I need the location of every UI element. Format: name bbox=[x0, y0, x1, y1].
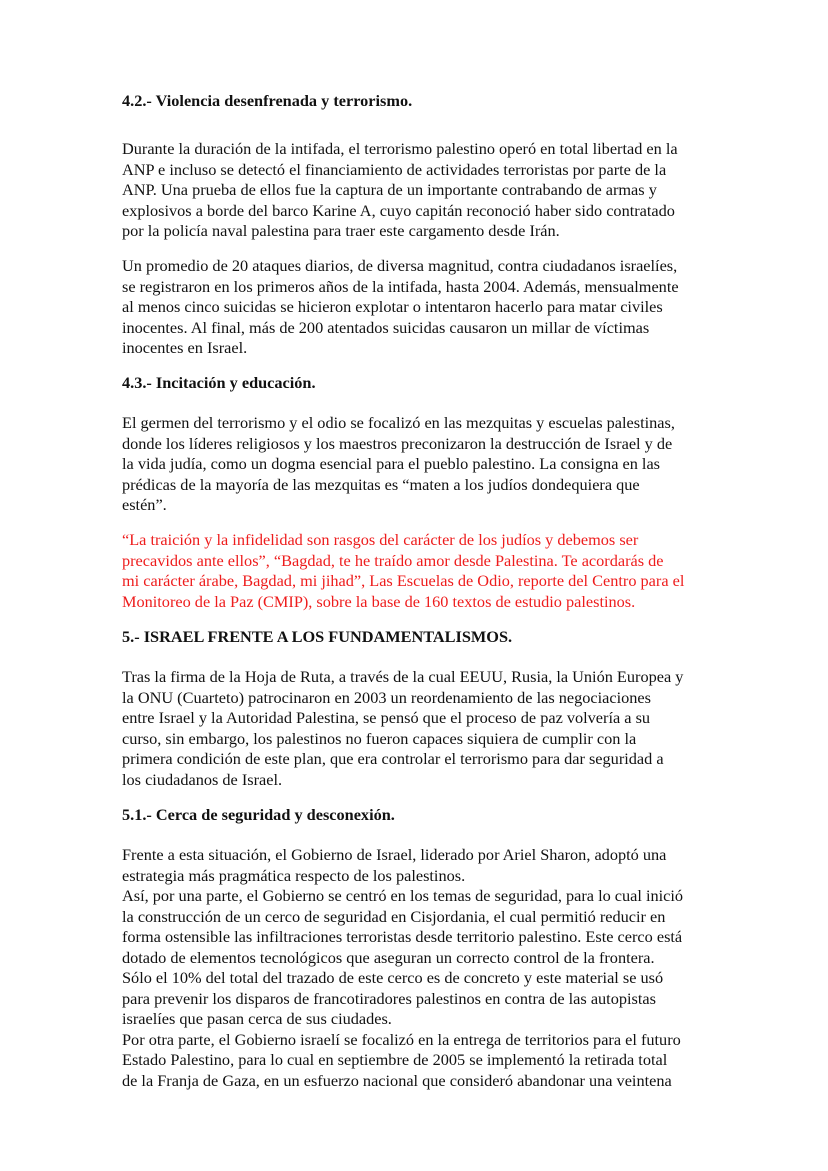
paragraph bbox=[122, 256, 679, 359]
text-line: Sólo el 10% del total del trazado de este cerco es de concreto y este material se usó bbox=[122, 968, 664, 987]
text-line: 4.3.- Incitación y educación. bbox=[122, 373, 316, 392]
text-line: estrategia más pragmática respecto de los palestinos. bbox=[122, 865, 466, 885]
paragraph bbox=[122, 413, 675, 516]
text-line: para prevenir los disparos de francotiradores palestinos en contra de las autopistas bbox=[122, 988, 656, 1008]
text-line: forma ostensible las infiltraciones terroristas desde territorio palestino. Este cerco está bbox=[122, 927, 683, 946]
text-line: primera condición de este plan, que era controlar el terrorismo para dar seguridad a bbox=[122, 749, 664, 768]
text-line: de la Franja de Gaza, en un esfuerzo nacional que consideró abandonar una veintena bbox=[122, 1070, 672, 1090]
text-line: precavidos ante ellos”, “Bagdad, te he traído amor desde Palestina. Te acordarás de bbox=[122, 550, 664, 570]
section-heading bbox=[122, 91, 412, 112]
text-line: dotado de elementos tecnológicos que aseguran un correcto control de la frontera. bbox=[122, 947, 655, 967]
text-line: Tras la firma de la Hoja de Ruta, a través de la cual EEUU, Rusia, la Unión Europea y bbox=[122, 667, 684, 686]
section-heading bbox=[122, 373, 316, 394]
text-line: Por otra parte, el Gobierno israelí se focalizó en la entrega de territorios para el futuro bbox=[122, 1029, 681, 1049]
text-line: “La traición y la infidelidad son rasgos del carácter de los judíos y debemos ser bbox=[122, 530, 639, 549]
text-line: la vida judía, como un dogma esencial para el pueblo palestino. La consigna en las bbox=[122, 454, 661, 473]
text-line: los ciudadanos de Israel. bbox=[122, 769, 283, 789]
paragraph bbox=[122, 139, 678, 242]
text-line: Durante la duración de la intifada, el terrorismo palestino operó en total libertad en la bbox=[122, 139, 678, 158]
text-line: 4.2.- Violencia desenfrenada y terrorismo. bbox=[122, 91, 413, 110]
text-line: Frente a esta situación, el Gobierno de Israel, liderado por Ariel Sharon, adoptó una bbox=[122, 845, 667, 864]
text-line: donde los líderes religiosos y los maestros preconizaron la destrucción de Israel y de bbox=[122, 433, 673, 453]
text-line: estén”. bbox=[122, 495, 167, 514]
text-line: la construcción de un cerco de seguridad en Cisjordania, el cual permitió reducir en bbox=[122, 906, 666, 926]
text-line: Monitoreo de la Paz (CMIP), sobre la base de 160 textos de estudio palestinos. bbox=[122, 591, 636, 611]
text-line: ANP. Una prueba de ellos fue la captura de un importante contrabando de armas y bbox=[122, 180, 657, 199]
text-line: El germen del terrorismo y el odio se focalizó en las mezquitas y escuelas palestinas, bbox=[122, 413, 675, 432]
text-line: explosivos a borde del barco Karine A, cuyo capitán reconoció haber sido contratado bbox=[122, 200, 675, 220]
text-line: por la policía naval palestina para traer este cargamento desde Irán. bbox=[122, 221, 560, 240]
text-line: la ONU (Cuarteto) patrocinaron en 2003 un reordenamiento de las negociaciones bbox=[122, 687, 651, 707]
text-line: Así, por una parte, el Gobierno se centró en los temas de seguridad, para lo cual inició bbox=[122, 886, 684, 905]
text-line: 5.1.- Cerca de seguridad y desconexión. bbox=[122, 805, 395, 824]
text-line: ANP e incluso se detectó el financiamiento de actividades terroristas por parte de la bbox=[122, 159, 667, 179]
quote-paragraph bbox=[122, 530, 684, 612]
text-line: al menos cinco suicidas se hicieron explotar o intentaron hacerlo para matar civiles bbox=[122, 297, 663, 316]
text-line: israelíes que pasan cerca de sus ciudades. bbox=[122, 1009, 392, 1028]
text-line: entre Israel y la Autoridad Palestina, se pensó que el proceso de paz volvería a su bbox=[122, 708, 651, 727]
section-heading bbox=[122, 627, 512, 648]
text-line: prédicas de la mayoría de las mezquitas es “maten a los judíos dondequiera que bbox=[122, 474, 640, 494]
text-line: Un promedio de 20 ataques diarios, de diversa magnitud, contra ciudadanos israelíes, bbox=[122, 256, 678, 275]
paragraph bbox=[122, 845, 683, 1091]
text-line: inocentes en Israel. bbox=[122, 338, 248, 357]
text-line: inocentes. Al final, más de 200 atentados suicidas causaron un millar de víctimas bbox=[122, 317, 650, 337]
text-line: Estado Palestino, para lo cual en septiembre de 2005 se implementó la retirada total bbox=[122, 1050, 668, 1069]
section-heading bbox=[122, 805, 395, 826]
text-line: curso, sin embargo, los palestinos no fueron capaces siquiera de cumplir con la bbox=[122, 728, 637, 748]
text-line: se registraron en los primeros años de la intifada, hasta 2004. Además, mensualmente bbox=[122, 276, 679, 296]
text-line: 5.- ISRAEL FRENTE A LOS FUNDAMENTALISMOS. bbox=[122, 627, 513, 646]
text-line: mi carácter árabe, Bagdad, mi jihad”, Las Escuelas de Odio, reporte del Centro para el bbox=[122, 571, 685, 590]
paragraph bbox=[122, 667, 683, 790]
